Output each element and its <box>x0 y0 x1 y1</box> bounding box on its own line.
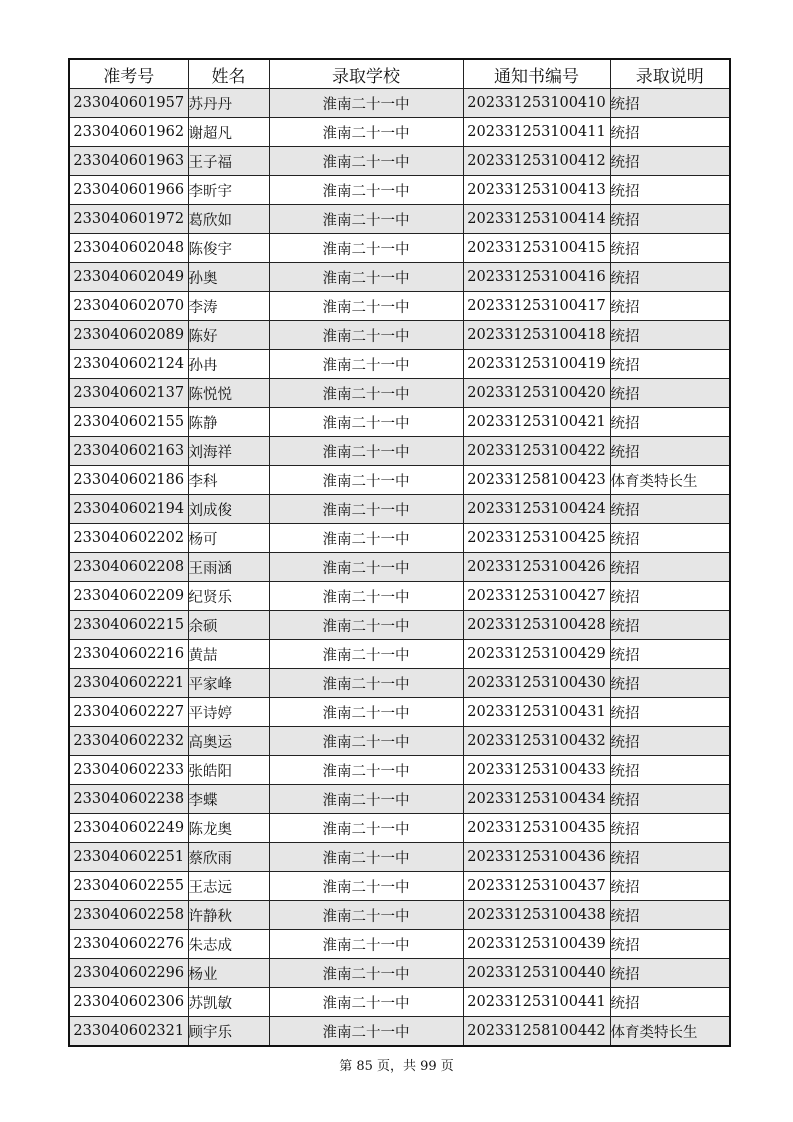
exam-id-cell: 233040601966 <box>69 176 188 205</box>
admission-note-cell: 统招 <box>610 901 730 930</box>
name-cell: 李蝶 <box>188 785 269 814</box>
school-cell: 淮南二十一中 <box>269 263 463 292</box>
admission-note-cell: 统招 <box>610 321 730 350</box>
name-cell: 苏丹丹 <box>188 89 269 118</box>
exam-id-cell: 233040602124 <box>69 350 188 379</box>
notice-number-cell: 202331253100431 <box>463 698 610 727</box>
exam-id-cell: 233040602209 <box>69 582 188 611</box>
admission-note-cell: 统招 <box>610 959 730 988</box>
admission-note-cell: 统招 <box>610 118 730 147</box>
name-cell: 纪贤乐 <box>188 582 269 611</box>
column-header-name: 姓名 <box>188 59 269 89</box>
exam-id-cell: 233040602208 <box>69 553 188 582</box>
notice-number-cell: 202331253100439 <box>463 930 610 959</box>
school-cell: 淮南二十一中 <box>269 930 463 959</box>
school-cell: 淮南二十一中 <box>269 495 463 524</box>
school-cell: 淮南二十一中 <box>269 553 463 582</box>
table-row <box>69 176 730 205</box>
school-cell: 淮南二十一中 <box>269 321 463 350</box>
admission-note-cell: 统招 <box>610 988 730 1017</box>
notice-number-cell: 202331253100430 <box>463 669 610 698</box>
notice-number-cell: 202331253100411 <box>463 118 610 147</box>
school-cell: 淮南二十一中 <box>269 292 463 321</box>
admission-note-cell: 体育类特长生 <box>610 1017 730 1047</box>
exam-id-cell: 233040602227 <box>69 698 188 727</box>
admission-note-cell: 统招 <box>610 176 730 205</box>
notice-number-cell: 202331253100433 <box>463 756 610 785</box>
name-cell: 朱志成 <box>188 930 269 959</box>
table-row <box>69 466 730 495</box>
table-row <box>69 524 730 553</box>
admission-note-cell: 统招 <box>610 524 730 553</box>
admission-note-cell: 统招 <box>610 698 730 727</box>
admission-note-cell: 体育类特长生 <box>610 466 730 495</box>
name-cell: 平家峰 <box>188 669 269 698</box>
school-cell: 淮南二十一中 <box>269 524 463 553</box>
notice-number-cell: 202331253100426 <box>463 553 610 582</box>
table-row <box>69 988 730 1017</box>
school-cell: 淮南二十一中 <box>269 727 463 756</box>
name-cell: 陈静 <box>188 408 269 437</box>
admission-note-cell: 统招 <box>610 611 730 640</box>
admission-note-cell: 统招 <box>610 89 730 118</box>
exam-id-cell: 233040601963 <box>69 147 188 176</box>
school-cell: 淮南二十一中 <box>269 205 463 234</box>
exam-id-cell: 233040602202 <box>69 524 188 553</box>
notice-number-cell: 202331258100423 <box>463 466 610 495</box>
table-row <box>69 205 730 234</box>
name-cell: 高奥运 <box>188 727 269 756</box>
exam-id-cell: 233040602276 <box>69 930 188 959</box>
school-cell: 淮南二十一中 <box>269 437 463 466</box>
name-cell: 黄喆 <box>188 640 269 669</box>
name-cell: 蔡欣雨 <box>188 843 269 872</box>
name-cell: 孙冉 <box>188 350 269 379</box>
admission-note-cell: 统招 <box>610 437 730 466</box>
exam-id-cell: 233040602321 <box>69 1017 188 1047</box>
exam-id-cell: 233040602186 <box>69 466 188 495</box>
table-row <box>69 959 730 988</box>
admission-note-cell: 统招 <box>610 814 730 843</box>
notice-number-cell: 202331253100424 <box>463 495 610 524</box>
admission-note-cell: 统招 <box>610 553 730 582</box>
exam-id-cell: 233040602232 <box>69 727 188 756</box>
name-cell: 王子福 <box>188 147 269 176</box>
name-cell: 杨业 <box>188 959 269 988</box>
name-cell: 张皓阳 <box>188 756 269 785</box>
notice-number-cell: 202331253100416 <box>463 263 610 292</box>
school-cell: 淮南二十一中 <box>269 843 463 872</box>
notice-number-cell: 202331258100442 <box>463 1017 610 1047</box>
notice-number-cell: 202331253100434 <box>463 785 610 814</box>
exam-id-cell: 233040602306 <box>69 988 188 1017</box>
notice-number-cell: 202331253100440 <box>463 959 610 988</box>
table-row <box>69 582 730 611</box>
notice-number-cell: 202331253100441 <box>463 988 610 1017</box>
notice-number-cell: 202331253100420 <box>463 379 610 408</box>
table-row <box>69 785 730 814</box>
name-cell: 刘成俊 <box>188 495 269 524</box>
school-cell: 淮南二十一中 <box>269 901 463 930</box>
school-cell: 淮南二十一中 <box>269 959 463 988</box>
notice-number-cell: 202331253100413 <box>463 176 610 205</box>
name-cell: 许静秋 <box>188 901 269 930</box>
admission-note-cell: 统招 <box>610 930 730 959</box>
admission-note-cell: 统招 <box>610 495 730 524</box>
name-cell: 王志远 <box>188 872 269 901</box>
admission-note-cell: 统招 <box>610 843 730 872</box>
page-footer: 第 85 页，共 99 页 <box>339 1059 454 1074</box>
school-cell: 淮南二十一中 <box>269 466 463 495</box>
exam-id-cell: 233040601972 <box>69 205 188 234</box>
table-row <box>69 727 730 756</box>
name-cell: 顾宇乐 <box>188 1017 269 1047</box>
notice-number-cell: 202331253100437 <box>463 872 610 901</box>
notice-number-cell: 202331253100438 <box>463 901 610 930</box>
name-cell: 葛欣如 <box>188 205 269 234</box>
notice-number-cell: 202331253100412 <box>463 147 610 176</box>
exam-id-cell: 233040602238 <box>69 785 188 814</box>
table-row <box>69 756 730 785</box>
admission-note-cell: 统招 <box>610 234 730 263</box>
table-row <box>69 901 730 930</box>
exam-id-cell: 233040602194 <box>69 495 188 524</box>
table-row <box>69 379 730 408</box>
notice-number-cell: 202331253100417 <box>463 292 610 321</box>
table-row <box>69 350 730 379</box>
table-body <box>69 89 730 1047</box>
name-cell: 苏凯敏 <box>188 988 269 1017</box>
table-row <box>69 843 730 872</box>
table-row <box>69 292 730 321</box>
exam-id-cell: 233040602251 <box>69 843 188 872</box>
exam-id-cell: 233040602233 <box>69 756 188 785</box>
school-cell: 淮南二十一中 <box>269 988 463 1017</box>
exam-id-cell: 233040602215 <box>69 611 188 640</box>
school-cell: 淮南二十一中 <box>269 872 463 901</box>
name-cell: 王雨涵 <box>188 553 269 582</box>
admission-note-cell: 统招 <box>610 872 730 901</box>
column-header-exam-id: 准考号 <box>69 59 188 89</box>
exam-id-cell: 233040602163 <box>69 437 188 466</box>
column-header-admission-note: 录取说明 <box>610 59 730 89</box>
table-row <box>69 872 730 901</box>
admission-table <box>68 58 731 1047</box>
table-row <box>69 118 730 147</box>
school-cell: 淮南二十一中 <box>269 698 463 727</box>
notice-number-cell: 202331253100422 <box>463 437 610 466</box>
notice-number-cell: 202331253100435 <box>463 814 610 843</box>
admission-note-cell: 统招 <box>610 640 730 669</box>
notice-number-cell: 202331253100419 <box>463 350 610 379</box>
exam-id-cell: 233040602255 <box>69 872 188 901</box>
name-cell: 陈俊宇 <box>188 234 269 263</box>
table-row <box>69 553 730 582</box>
school-cell: 淮南二十一中 <box>269 379 463 408</box>
exam-id-cell: 233040602049 <box>69 263 188 292</box>
admission-note-cell: 统招 <box>610 147 730 176</box>
admission-note-cell: 统招 <box>610 727 730 756</box>
name-cell: 李涛 <box>188 292 269 321</box>
exam-id-cell: 233040602155 <box>69 408 188 437</box>
name-cell: 陈龙奥 <box>188 814 269 843</box>
notice-number-cell: 202331253100436 <box>463 843 610 872</box>
name-cell: 陈好 <box>188 321 269 350</box>
column-header-notice-number: 通知书编号 <box>463 59 610 89</box>
admission-note-cell: 统招 <box>610 292 730 321</box>
notice-number-cell: 202331253100415 <box>463 234 610 263</box>
exam-id-cell: 233040602089 <box>69 321 188 350</box>
name-cell: 刘海祥 <box>188 437 269 466</box>
exam-id-cell: 233040602221 <box>69 669 188 698</box>
school-cell: 淮南二十一中 <box>269 176 463 205</box>
school-cell: 淮南二十一中 <box>269 640 463 669</box>
table-row <box>69 408 730 437</box>
exam-id-cell: 233040602137 <box>69 379 188 408</box>
admission-note-cell: 统招 <box>610 785 730 814</box>
school-cell: 淮南二十一中 <box>269 350 463 379</box>
notice-number-cell: 202331253100429 <box>463 640 610 669</box>
school-cell: 淮南二十一中 <box>269 582 463 611</box>
column-header-school: 录取学校 <box>269 59 463 89</box>
school-cell: 淮南二十一中 <box>269 89 463 118</box>
table-row <box>69 495 730 524</box>
name-cell: 李科 <box>188 466 269 495</box>
table-row <box>69 437 730 466</box>
exam-id-cell: 233040602048 <box>69 234 188 263</box>
table-row <box>69 321 730 350</box>
table-row <box>69 814 730 843</box>
name-cell: 杨可 <box>188 524 269 553</box>
admission-note-cell: 统招 <box>610 263 730 292</box>
admission-note-cell: 统招 <box>610 205 730 234</box>
name-cell: 平诗婷 <box>188 698 269 727</box>
notice-number-cell: 202331253100418 <box>463 321 610 350</box>
table-row <box>69 1017 730 1047</box>
school-cell: 淮南二十一中 <box>269 234 463 263</box>
notice-number-cell: 202331253100414 <box>463 205 610 234</box>
exam-id-cell: 233040601962 <box>69 118 188 147</box>
admission-note-cell: 统招 <box>610 582 730 611</box>
table-row <box>69 147 730 176</box>
school-cell: 淮南二十一中 <box>269 408 463 437</box>
table-row <box>69 930 730 959</box>
table-row <box>69 669 730 698</box>
notice-number-cell: 202331253100421 <box>463 408 610 437</box>
notice-number-cell: 202331253100410 <box>463 89 610 118</box>
exam-id-cell: 233040602258 <box>69 901 188 930</box>
school-cell: 淮南二十一中 <box>269 756 463 785</box>
table-row <box>69 89 730 118</box>
school-cell: 淮南二十一中 <box>269 669 463 698</box>
table-row <box>69 234 730 263</box>
table-row <box>69 698 730 727</box>
school-cell: 淮南二十一中 <box>269 147 463 176</box>
notice-number-cell: 202331253100427 <box>463 582 610 611</box>
notice-number-cell: 202331253100432 <box>463 727 610 756</box>
exam-id-cell: 233040602070 <box>69 292 188 321</box>
name-cell: 李昕宇 <box>188 176 269 205</box>
name-cell: 谢超凡 <box>188 118 269 147</box>
name-cell: 余硕 <box>188 611 269 640</box>
exam-id-cell: 233040601957 <box>69 89 188 118</box>
school-cell: 淮南二十一中 <box>269 611 463 640</box>
notice-number-cell: 202331253100425 <box>463 524 610 553</box>
notice-number-cell: 202331253100428 <box>463 611 610 640</box>
admission-note-cell: 统招 <box>610 379 730 408</box>
table-header-row <box>69 59 730 89</box>
exam-id-cell: 233040602249 <box>69 814 188 843</box>
name-cell: 孙奥 <box>188 263 269 292</box>
name-cell: 陈悦悦 <box>188 379 269 408</box>
admission-note-cell: 统招 <box>610 756 730 785</box>
admission-note-cell: 统招 <box>610 408 730 437</box>
school-cell: 淮南二十一中 <box>269 785 463 814</box>
admission-note-cell: 统招 <box>610 350 730 379</box>
school-cell: 淮南二十一中 <box>269 814 463 843</box>
exam-id-cell: 233040602296 <box>69 959 188 988</box>
admission-note-cell: 统招 <box>610 669 730 698</box>
table-row <box>69 611 730 640</box>
school-cell: 淮南二十一中 <box>269 1017 463 1047</box>
table-row <box>69 640 730 669</box>
school-cell: 淮南二十一中 <box>269 118 463 147</box>
table-row <box>69 263 730 292</box>
exam-id-cell: 233040602216 <box>69 640 188 669</box>
